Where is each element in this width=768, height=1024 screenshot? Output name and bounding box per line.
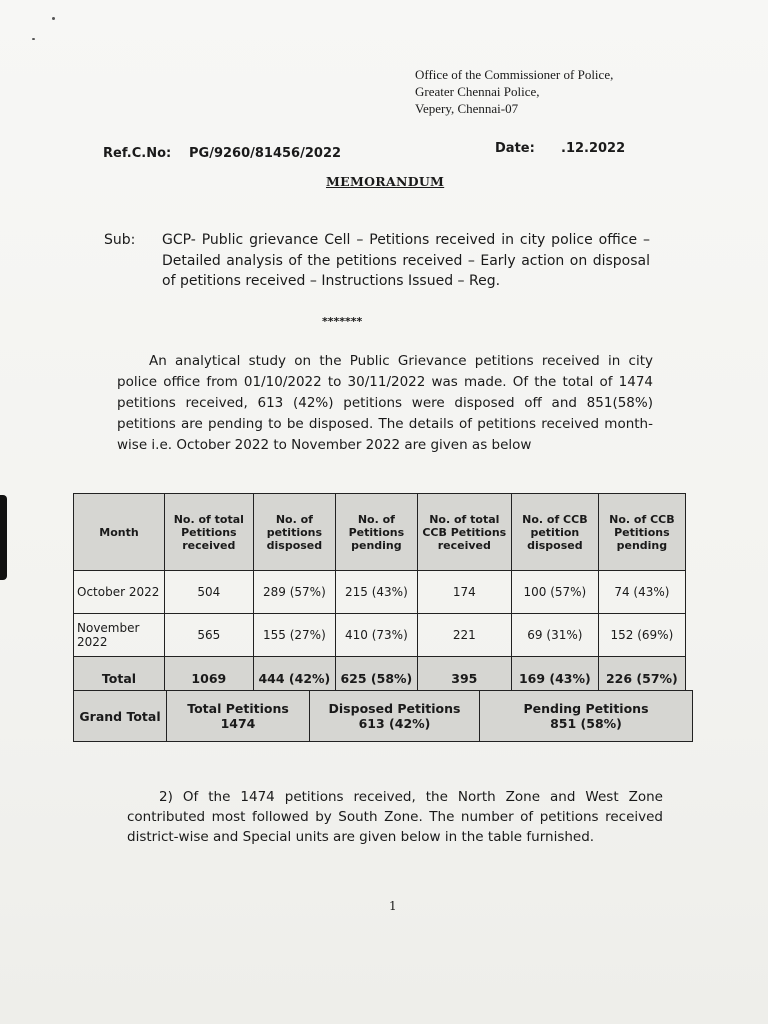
ref-label: Ref.C.No: <box>103 146 172 161</box>
table-cell: 169 (43%) <box>511 657 598 700</box>
table-cell: 504 <box>165 571 254 614</box>
table-cell: 226 (57%) <box>598 657 685 700</box>
address-line: Greater Chennai Police, <box>415 84 540 99</box>
table-cell: 74 (43%) <box>598 571 685 614</box>
table-cell: 444 (42%) <box>253 657 335 700</box>
table-cell: 289 (57%) <box>253 571 335 614</box>
table-cell: Total <box>74 657 165 700</box>
header-cell: No. of CCB petition disposed <box>511 494 598 571</box>
header-cell: No. of Petitions pending <box>336 494 418 571</box>
table-cell: 215 (43%) <box>336 571 418 614</box>
table-cell: 625 (58%) <box>336 657 418 700</box>
table-cell: 410 (73%) <box>336 614 418 657</box>
total-petitions-value: 1474 <box>220 716 256 731</box>
header-cell: Month <box>74 494 165 571</box>
table-row <box>74 614 686 657</box>
header-cell: No. of CCB Petitions pending <box>598 494 685 571</box>
subject-text: GCP- Public grievance Cell – Petitions received in city police office – Detailed analysis of the petitions received – Early action on disposal of petitions received – Instructions Issued – Reg. <box>162 232 650 289</box>
table-cell: 1069 <box>165 657 254 700</box>
table-cell: 152 (69%) <box>598 614 685 657</box>
pending-petitions-label: Pending Petitions <box>523 701 649 716</box>
memo-title: MEMORANDUM <box>326 174 445 189</box>
subject-label: Sub: <box>104 232 136 248</box>
scan-edge-mark <box>0 495 7 580</box>
page-number: 1 <box>389 899 397 913</box>
table-cell: 565 <box>165 614 254 657</box>
table-header-row <box>74 494 686 571</box>
disposed-petitions-label: Disposed Petitions <box>328 701 461 716</box>
scan-speck <box>32 38 35 40</box>
table-cell: October 2022 <box>74 571 165 614</box>
office-address <box>415 66 613 117</box>
total-petitions-label: Total Petitions <box>187 701 289 716</box>
grand-total-cell <box>480 691 693 742</box>
paragraph-1: An analytical study on the Public Grievance petitions received in city police office from 01/10/2022 to 30/11/2022 was made. Of the total of 1474 petitions received, 613 (42%) petitions were disposed off and 851(58%) petitions are pending to be disposed. The details of petitions received month-wise i.e. October 2022 to November 2022 are given as below <box>117 353 653 453</box>
separator: ******* <box>322 315 363 328</box>
header-cell: No. of total Petitions received <box>165 494 254 571</box>
address-line: Vepery, Chennai-07 <box>415 101 519 116</box>
scan-speck <box>52 17 55 20</box>
table-cell: 174 <box>417 571 511 614</box>
paragraph-2: 2) Of the 1474 petitions received, the North Zone and West Zone contributed most followed by South Zone. The number of petitions received district-wise and Special units are given below in the table furnished. <box>127 789 663 845</box>
grand-total-table <box>73 690 693 742</box>
grand-total-cell <box>310 691 480 742</box>
grand-total-row <box>74 691 693 742</box>
table-cell: 221 <box>417 614 511 657</box>
header-cell: No. of petitions disposed <box>253 494 335 571</box>
table-row <box>74 571 686 614</box>
disposed-petitions-value: 613 (42%) <box>358 716 431 731</box>
grand-total-label: Grand Total <box>74 691 167 742</box>
pending-petitions-value: 851 (58%) <box>550 716 622 731</box>
table-cell: 155 (27%) <box>253 614 335 657</box>
date-label: Date: <box>495 141 535 156</box>
grand-total-cell <box>167 691 310 742</box>
table-cell: 69 (31%) <box>511 614 598 657</box>
petitions-table <box>73 493 686 700</box>
table-cell: 395 <box>417 657 511 700</box>
ref-number: PG/9260/81456/2022 <box>189 146 342 161</box>
table-cell: November 2022 <box>74 614 165 657</box>
table-cell: 100 (57%) <box>511 571 598 614</box>
date-value: .12.2022 <box>561 141 626 156</box>
header-cell: No. of total CCB Petitions received <box>417 494 511 571</box>
address-line: Office of the Commissioner of Police, <box>415 67 614 82</box>
